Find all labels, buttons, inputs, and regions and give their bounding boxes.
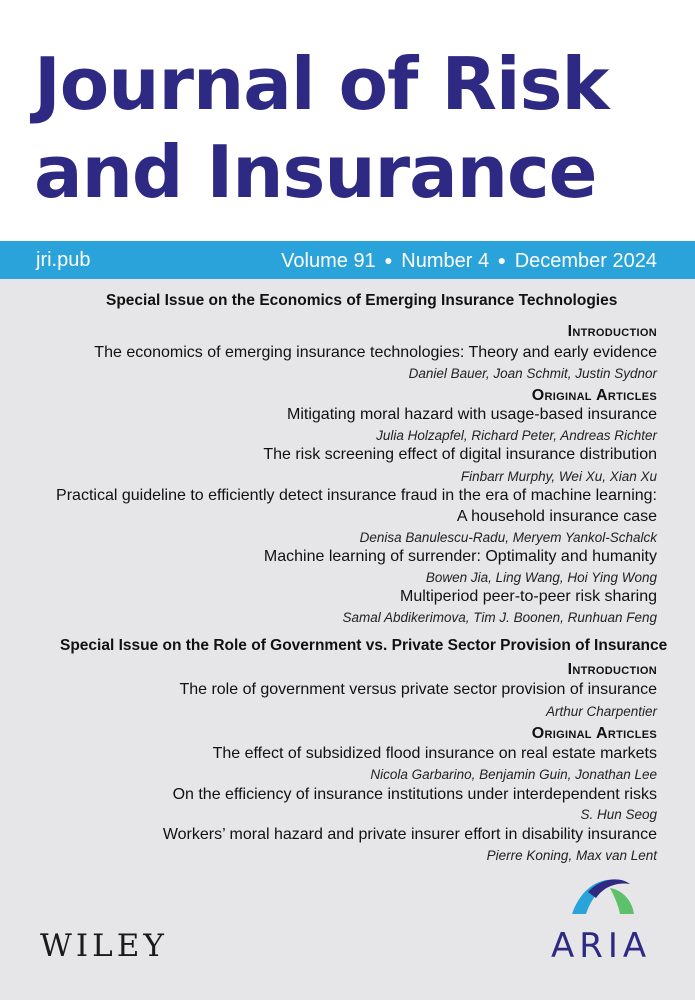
article-title[interactable]: A household insurance case — [456, 508, 657, 525]
wiley-logo: WILEY — [40, 928, 168, 964]
article-title[interactable]: On the efficiency of insurance institutions under interdependent risks — [172, 786, 657, 803]
article-authors: Nicola Garbarino, Benjamin Guin, Jonathan Lee — [370, 767, 657, 782]
article-title[interactable]: Machine learning of surrender: Optimality and humanity — [263, 548, 657, 565]
article-title[interactable]: The economics of emerging insurance technologies: Theory and early evidence — [94, 344, 657, 361]
section-title: Special Issue on the Economics of Emerging Insurance Technologies — [106, 292, 618, 309]
article-authors: Bowen Jia, Ling Wang, Hoi Ying Wong — [425, 570, 657, 585]
journal-title — [34, 40, 608, 216]
category-label: Original Articles — [531, 387, 657, 404]
issue-band — [0, 241, 695, 279]
issue-date: December 2024 — [514, 250, 657, 272]
article-title[interactable]: The role of government versus private sector provision of insurance — [179, 681, 657, 698]
section-title: Special Issue on the Role of Government vs. Private Sector Provision of Insurance — [60, 637, 668, 654]
article-title[interactable]: The effect of subsidized flood insurance on real estate markets — [212, 745, 657, 762]
article-title[interactable]: The risk screening effect of digital insurance distribution — [263, 446, 657, 463]
number: Number 4 — [401, 250, 490, 272]
cover-header — [0, 0, 695, 241]
volume: Volume 91 — [281, 250, 376, 272]
article-authors: Denisa Banulescu-Radu, Meryem Yankol-Schalck — [359, 530, 657, 545]
category-label: Introduction — [567, 323, 657, 340]
aria-logo-text: ARIA — [551, 926, 652, 966]
journal-title-line2: and Insurance — [34, 130, 597, 214]
article-authors: Pierre Koning, Max van Lent — [486, 848, 657, 863]
journal-title-line1: Journal of Risk — [34, 42, 609, 126]
article-authors: Arthur Charpentier — [545, 704, 657, 719]
category-label: Original Articles — [531, 725, 657, 742]
bullet-icon: ● — [384, 252, 393, 268]
issue-info — [281, 241, 657, 280]
article-title[interactable]: Workers’ moral hazard and private insurer effort in disability insurance — [162, 826, 657, 843]
article-title[interactable]: Practical guideline to efficiently detect insurance fraud in the era of machine learning: — [56, 487, 657, 504]
article-title[interactable]: Mitigating moral hazard with usage-based insurance — [287, 406, 657, 423]
journal-url[interactable]: jri.pub — [36, 249, 91, 271]
article-authors: S. Hun Seog — [580, 807, 657, 822]
aria-logo-icon — [568, 870, 638, 918]
article-authors: Julia Holzapfel, Richard Peter, Andreas Richter — [376, 428, 657, 443]
article-authors: Daniel Bauer, Joan Schmit, Justin Sydnor — [408, 366, 657, 381]
article-authors: Finbarr Murphy, Wei Xu, Xian Xu — [460, 469, 657, 484]
category-label: Introduction — [567, 661, 657, 678]
bullet-icon: ● — [497, 252, 507, 268]
article-authors: Samal Abdikerimova, Tim J. Boonen, Runhuan Feng — [342, 610, 657, 625]
article-title[interactable]: Multiperiod peer-to-peer risk sharing — [400, 588, 657, 605]
